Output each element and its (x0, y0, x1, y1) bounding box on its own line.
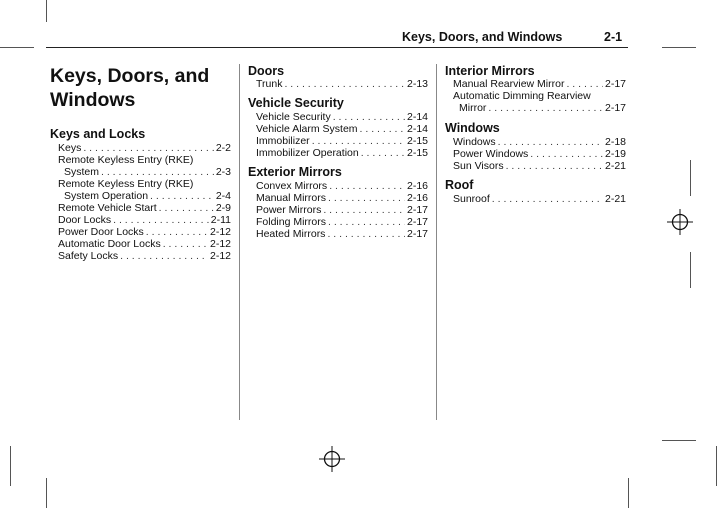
crop-mark (716, 446, 717, 486)
toc-entry[interactable] (256, 216, 428, 228)
toc-entry[interactable] (58, 142, 231, 154)
toc-entry-label: Folding Mirrors (256, 216, 327, 228)
leader-dots (566, 78, 603, 90)
section-heading: Vehicle Security (248, 96, 344, 110)
leader-dots (506, 160, 603, 172)
toc-entry-page: 2-21 (604, 160, 626, 172)
leader-dots (530, 148, 603, 160)
toc-entry-page: 2-9 (215, 202, 231, 214)
toc-entry-page: 2-18 (604, 136, 626, 148)
toc-entry-label-line1: Automatic Dimming Rearview (453, 90, 591, 102)
toc-entry-label-line1: Remote Keyless Entry (RKE) (58, 178, 194, 190)
toc-entry-page: 2-17 (604, 102, 626, 114)
toc-entry-label: Sun Visors (453, 160, 504, 172)
toc-entry-page: 2-3 (215, 166, 231, 178)
toc-entry-label: Remote Vehicle Start (58, 202, 157, 214)
leader-dots (146, 226, 208, 238)
leader-dots (328, 192, 405, 204)
leader-dots (488, 102, 603, 114)
toc-entry[interactable] (64, 190, 231, 202)
toc-entry-label: Power Mirrors (256, 204, 322, 216)
toc-entry-label: Vehicle Security (256, 111, 331, 123)
leader-dots (159, 202, 214, 214)
registration-crosshair-icon (667, 209, 693, 235)
toc-entry-page: 2-17 (406, 204, 428, 216)
toc-entry[interactable] (58, 202, 231, 214)
toc-entry-page: 2-17 (406, 228, 428, 240)
leader-dots (113, 214, 209, 226)
leader-dots (83, 142, 213, 154)
toc-entry[interactable] (58, 238, 231, 250)
leader-dots (327, 228, 405, 240)
toc-entry[interactable] (256, 180, 428, 192)
toc-entry-label: Power Windows (453, 148, 529, 160)
toc-entry-page: 2-17 (604, 78, 626, 90)
leader-dots (361, 147, 405, 159)
leader-dots (120, 250, 208, 262)
toc-entry-page: 2-12 (209, 238, 231, 250)
toc-entry[interactable] (453, 78, 626, 90)
toc-entry-label-line1: Remote Keyless Entry (RKE) (58, 154, 194, 166)
toc-entry-label: Convex Mirrors (256, 180, 328, 192)
toc-entry-label: Power Door Locks (58, 226, 144, 238)
section-heading: Interior Mirrors (445, 64, 535, 78)
leader-dots (163, 238, 208, 250)
crop-mark (662, 47, 696, 48)
toc-entry-page: 2-19 (604, 148, 626, 160)
crop-mark (690, 160, 691, 196)
toc-entry-label: Manual Rearview Mirror (453, 78, 565, 90)
toc-entry[interactable] (256, 123, 428, 135)
toc-entry[interactable] (453, 193, 626, 205)
toc-entry[interactable] (58, 214, 231, 226)
toc-entry-label: Heated Mirrors (256, 228, 326, 240)
toc-entry-page: 2-4 (215, 190, 231, 202)
toc-entry[interactable] (256, 147, 428, 159)
toc-entry[interactable] (453, 148, 626, 160)
toc-entry-page: 2-21 (604, 193, 626, 205)
crop-mark (662, 440, 696, 441)
toc-entry-label: System (64, 166, 100, 178)
toc-entry-label: Mirror (459, 102, 487, 114)
toc-entry[interactable] (256, 111, 428, 123)
leader-dots (360, 123, 405, 135)
toc-entry[interactable] (64, 166, 231, 178)
toc-entry[interactable] (256, 135, 428, 147)
crop-mark (46, 478, 47, 508)
toc-entry[interactable] (459, 102, 626, 114)
toc-entry-page: 2-14 (406, 123, 428, 135)
chapter-title: Keys, Doors, and Windows (50, 65, 210, 111)
toc-entry-label: Safety Locks (58, 250, 119, 262)
registration-crosshair-icon (319, 446, 345, 472)
section-heading: Doors (248, 64, 285, 78)
leader-dots (323, 204, 405, 216)
section-heading: Keys and Locks (50, 127, 146, 141)
crop-mark (46, 0, 47, 22)
toc-entry[interactable] (256, 228, 428, 240)
toc-entry[interactable] (256, 78, 428, 90)
leader-dots (150, 190, 214, 202)
toc-entry-page: 2-15 (406, 147, 428, 159)
header-rule (46, 47, 628, 48)
leader-dots (492, 193, 603, 205)
column-divider (239, 64, 240, 420)
toc-entry-label: Door Locks (58, 214, 112, 226)
toc-entry[interactable] (453, 160, 626, 172)
crop-mark (0, 47, 34, 48)
toc-entry-label: Automatic Door Locks (58, 238, 161, 250)
toc-entry-page: 2-11 (210, 214, 231, 226)
leader-dots (329, 180, 405, 192)
section-heading: Roof (445, 178, 474, 192)
toc-entry-label: Manual Mirrors (256, 192, 327, 204)
toc-entry-page: 2-2 (215, 142, 231, 154)
section-heading: Windows (445, 121, 500, 135)
toc-entry-label: Immobilizer (256, 135, 310, 147)
toc-entry-label: System Operation (64, 190, 149, 202)
toc-entry[interactable] (58, 226, 231, 238)
toc-entry-page: 2-16 (406, 192, 428, 204)
page-number: 2-1 (604, 30, 623, 44)
leader-dots (312, 135, 405, 147)
toc-entry-page: 2-16 (406, 180, 428, 192)
toc-entry-page: 2-13 (406, 78, 428, 90)
toc-entry[interactable] (256, 192, 428, 204)
leader-dots (498, 136, 603, 148)
toc-entry-label: Sunroof (453, 193, 490, 205)
toc-entry[interactable] (453, 136, 626, 148)
toc-entry-page: 2-17 (406, 216, 428, 228)
leader-dots (328, 216, 405, 228)
column-divider (436, 64, 437, 420)
toc-entry-page: 2-15 (406, 135, 428, 147)
running-header-section: Keys, Doors, and Windows (402, 30, 563, 44)
leader-dots (284, 78, 405, 90)
toc-entry-label: Vehicle Alarm System (256, 123, 358, 135)
toc-entry-label: Immobilizer Operation (256, 147, 359, 159)
section-heading: Exterior Mirrors (248, 165, 342, 179)
toc-entry-label: Keys (58, 142, 82, 154)
toc-entry[interactable] (58, 250, 231, 262)
toc-entry-page: 2-14 (406, 111, 428, 123)
leader-dots (333, 111, 405, 123)
toc-entry-page: 2-12 (209, 250, 231, 262)
crop-mark (10, 446, 11, 486)
crop-mark (690, 252, 691, 288)
toc-entry-label: Trunk (256, 78, 283, 90)
toc-entry-page: 2-12 (209, 226, 231, 238)
toc-entry[interactable] (256, 204, 428, 216)
crop-mark (628, 478, 629, 508)
toc-entry-label: Windows (453, 136, 496, 148)
leader-dots (101, 166, 214, 178)
